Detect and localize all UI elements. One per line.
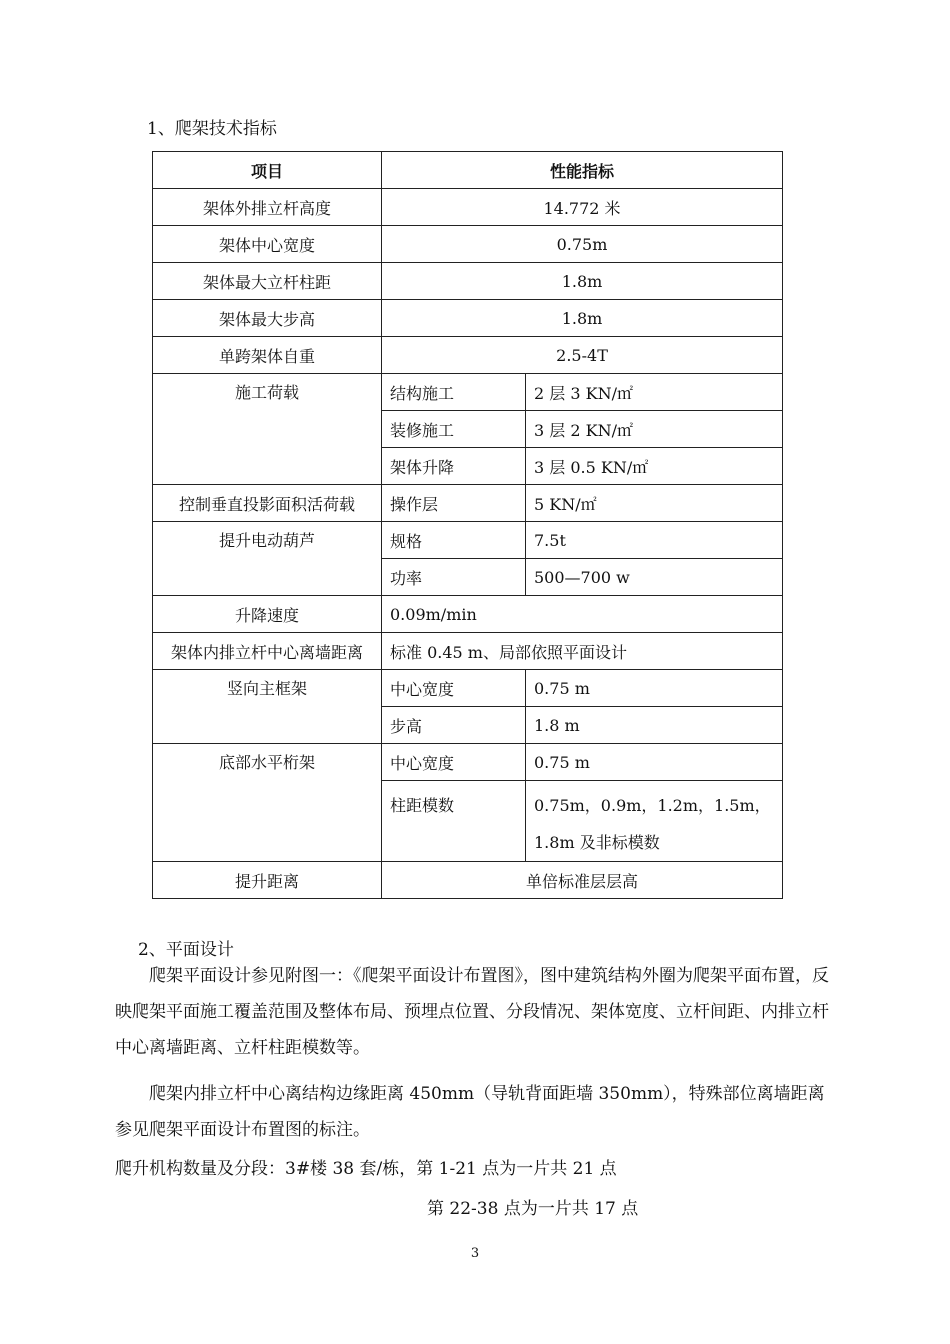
sub-value: 7.5t	[526, 522, 783, 559]
row-label: 升降速度	[153, 596, 382, 633]
row-label: 提升电动葫芦	[153, 522, 382, 596]
sub-label: 功率	[382, 559, 526, 596]
row-label: 提升距离	[153, 862, 382, 899]
row-label: 单跨架体自重	[153, 337, 382, 374]
row-value: 14.772 米	[382, 189, 783, 226]
table-row	[153, 300, 783, 337]
sub-label: 结构施工	[382, 374, 526, 411]
row-label: 控制垂直投影面积活荷载	[153, 485, 382, 522]
paragraph: 爬架平面设计参见附图一：《爬架平面设计布置图》，图中建筑结构外圈为爬架平面布置，反映爬架平面施工覆盖范围及整体布局、预埋点位置、分段情况、架体宽度、立杆间距、内排立杆中心离墙距离、立杆柱距模数等。	[115, 966, 829, 1058]
table-header-row	[153, 152, 783, 189]
table-row	[153, 226, 783, 263]
row-value: 1.8m	[382, 300, 783, 337]
row-value: 0.09m/min	[382, 596, 783, 633]
row-label: 底部水平桁架	[153, 744, 382, 862]
row-value: 0.75m	[382, 226, 783, 263]
sub-value: 0.75 m	[526, 744, 783, 781]
paragraph: 第 22-38 点为一片共 17 点	[427, 1199, 639, 1219]
row-label: 架体内排立杆中心离墙距离	[153, 633, 382, 670]
sub-value: 3 层 2 KN/㎡	[526, 411, 783, 448]
table-row	[153, 596, 783, 633]
section-2-title: 2、平面设计	[138, 940, 234, 960]
row-value: 1.8m	[382, 263, 783, 300]
table-row	[153, 189, 783, 226]
table-row	[153, 522, 783, 559]
sub-label: 装修施工	[382, 411, 526, 448]
table-row	[153, 862, 783, 899]
sub-label: 中心宽度	[382, 744, 526, 781]
row-label: 竖向主框架	[153, 670, 382, 744]
sub-label: 柱距模数	[382, 781, 526, 862]
table-row	[153, 744, 783, 781]
sub-value: 2 层 3 KN/㎡	[526, 374, 783, 411]
table-row	[153, 337, 783, 374]
table-row	[153, 263, 783, 300]
row-label: 施工荷载	[153, 374, 382, 485]
row-value: 单倍标准层层高	[382, 862, 783, 899]
sub-label: 中心宽度	[382, 670, 526, 707]
row-label: 架体最大立杆柱距	[153, 263, 382, 300]
header-item: 项目	[153, 152, 382, 189]
sub-label: 操作层	[382, 485, 526, 522]
sub-value: 0.75m，0.9m，1.2m，1.5m，1.8m 及非标模数	[526, 781, 783, 862]
spec-table	[152, 151, 783, 899]
sub-value: 500—700 w	[526, 559, 783, 596]
sub-value: 1.8 m	[526, 707, 783, 744]
table-row	[153, 670, 783, 707]
sub-label: 架体升降	[382, 448, 526, 485]
section-1-title: 1、爬架技术指标	[147, 119, 277, 139]
table-row	[153, 633, 783, 670]
sub-value: 0.75 m	[526, 670, 783, 707]
header-performance: 性能指标	[382, 152, 783, 189]
paragraph: 爬架内排立杆中心离结构边缘距离 450mm（导轨背面距墙 350mm），特殊部位离墙距离参见爬架平面设计布置图的标注。	[115, 1084, 825, 1140]
page-number: 3	[470, 1246, 480, 1261]
row-label: 架体外排立杆高度	[153, 189, 382, 226]
table-row	[153, 374, 783, 411]
row-value: 2.5-4T	[382, 337, 783, 374]
row-label: 架体最大步高	[153, 300, 382, 337]
table-row	[153, 485, 783, 522]
row-value: 标准 0.45 m、局部依照平面设计	[382, 633, 783, 670]
sub-value: 3 层 0.5 KN/㎡	[526, 448, 783, 485]
paragraph: 爬升机构数量及分段：3#楼 38 套/栋，第 1-21 点为一片共 21 点	[115, 1159, 617, 1179]
row-label: 架体中心宽度	[153, 226, 382, 263]
sub-label: 规格	[382, 522, 526, 559]
sub-value: 5 KN/㎡	[526, 485, 783, 522]
sub-label: 步高	[382, 707, 526, 744]
